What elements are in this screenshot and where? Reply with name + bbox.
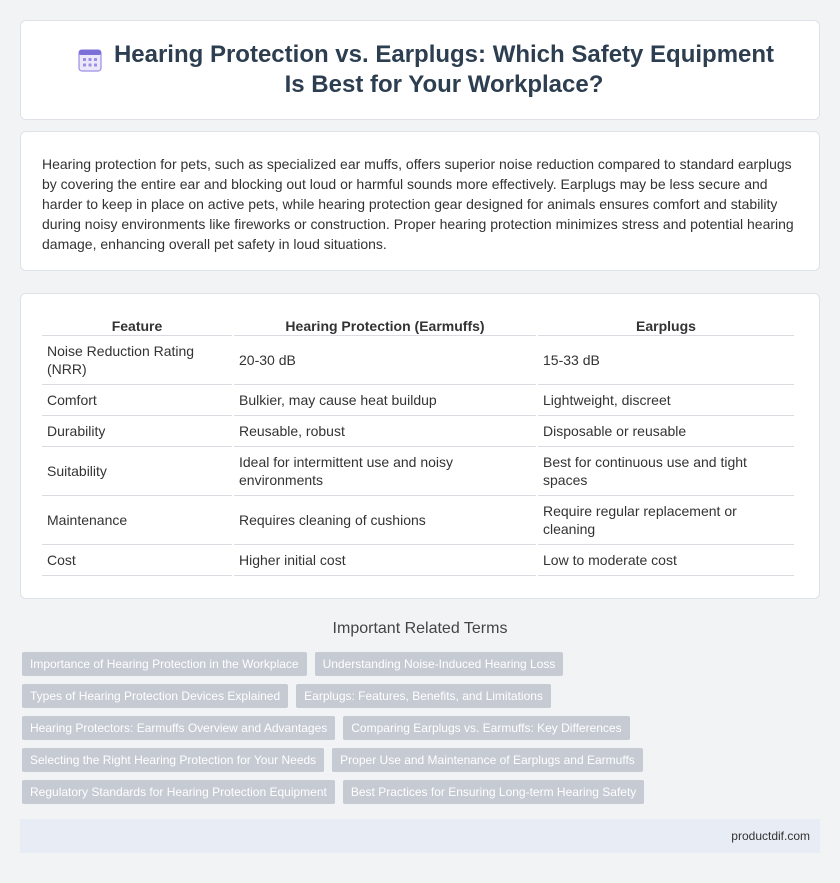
related-term-tag[interactable]: Types of Hearing Protection Devices Explained: [22, 684, 288, 708]
column-header-feature: Feature: [42, 306, 232, 336]
related-term-tag[interactable]: Importance of Hearing Protection in the Workplace: [22, 652, 307, 676]
related-term-tag[interactable]: Proper Use and Maintenance of Earplugs and Earmuffs: [332, 748, 643, 772]
related-term-tag[interactable]: Hearing Protectors: Earmuffs Overview and Advantages: [22, 716, 335, 740]
footer: [20, 819, 820, 853]
table-cell: Maintenance: [42, 496, 232, 545]
column-header-earmuffs: Hearing Protection (Earmuffs): [234, 306, 536, 336]
page-title: Hearing Protection vs. Earplugs: Which Safety Equipment Is Best for Your Workplace?: [113, 41, 775, 98]
calendar-grid-icon: [76, 46, 104, 74]
related-term-tag[interactable]: Understanding Noise-Induced Hearing Loss: [315, 652, 564, 676]
table-cell: Higher initial cost: [234, 545, 536, 576]
related-terms-heading: Important Related Terms: [332, 620, 508, 637]
related-term-tag[interactable]: Earplugs: Features, Benefits, and Limitations: [296, 684, 551, 708]
footer-site-name[interactable]: productdif.com: [731, 829, 810, 843]
table-cell: Lightweight, discreet: [538, 385, 794, 416]
comparison-table: [40, 306, 796, 576]
intro-paragraph: Hearing protection for pets, such as specialized ear muffs, offers superior noise reduction compared to standard earplugs by covering the entire ear and blocking out loud or harmful sounds more effectively. Earplugs may be less secure and harder to keep in place on active pets, while hearing protection gear designed for animals ensures comfort and stability during noisy environments like fireworks or construction. Proper hearing protection minimizes stress and potential hearing damage, enhancing overall pet safety in loud situations.: [42, 156, 794, 252]
table-row: [42, 336, 794, 385]
table-cell: Requires cleaning of cushions: [234, 496, 536, 545]
table-header-row: [42, 306, 794, 336]
table-cell: Best for continuous use and tight spaces: [538, 447, 794, 496]
related-term-tag[interactable]: Best Practices for Ensuring Long-term Hearing Safety: [343, 780, 644, 804]
related-terms-list: [22, 652, 822, 812]
related-term-tag[interactable]: Comparing Earplugs vs. Earmuffs: Key Differences: [343, 716, 629, 740]
table-cell: Durability: [42, 416, 232, 447]
table-row: [42, 447, 794, 496]
table-cell: 15-33 dB: [538, 336, 794, 385]
table-cell: Noise Reduction Rating (NRR): [42, 336, 232, 385]
table-cell: Suitability: [42, 447, 232, 496]
table-cell: Comfort: [42, 385, 232, 416]
related-term-tag[interactable]: Regulatory Standards for Hearing Protection Equipment: [22, 780, 335, 804]
title-card: [20, 20, 820, 120]
table-cell: 20-30 dB: [234, 336, 536, 385]
table-row: [42, 416, 794, 447]
table-cell: Cost: [42, 545, 232, 576]
table-cell: Disposable or reusable: [538, 416, 794, 447]
table-cell: Bulkier, may cause heat buildup: [234, 385, 536, 416]
table-row: [42, 496, 794, 545]
intro-card: [20, 131, 820, 271]
comparison-table-card: [20, 293, 820, 599]
table-row: [42, 385, 794, 416]
table-row: [42, 545, 794, 576]
related-term-tag[interactable]: Selecting the Right Hearing Protection for Your Needs: [22, 748, 324, 772]
table-cell: Ideal for intermittent use and noisy environments: [234, 447, 536, 496]
table-cell: Reusable, robust: [234, 416, 536, 447]
table-cell: Require regular replacement or cleaning: [538, 496, 794, 545]
table-cell: Low to moderate cost: [538, 545, 794, 576]
column-header-earplugs: Earplugs: [538, 306, 794, 336]
